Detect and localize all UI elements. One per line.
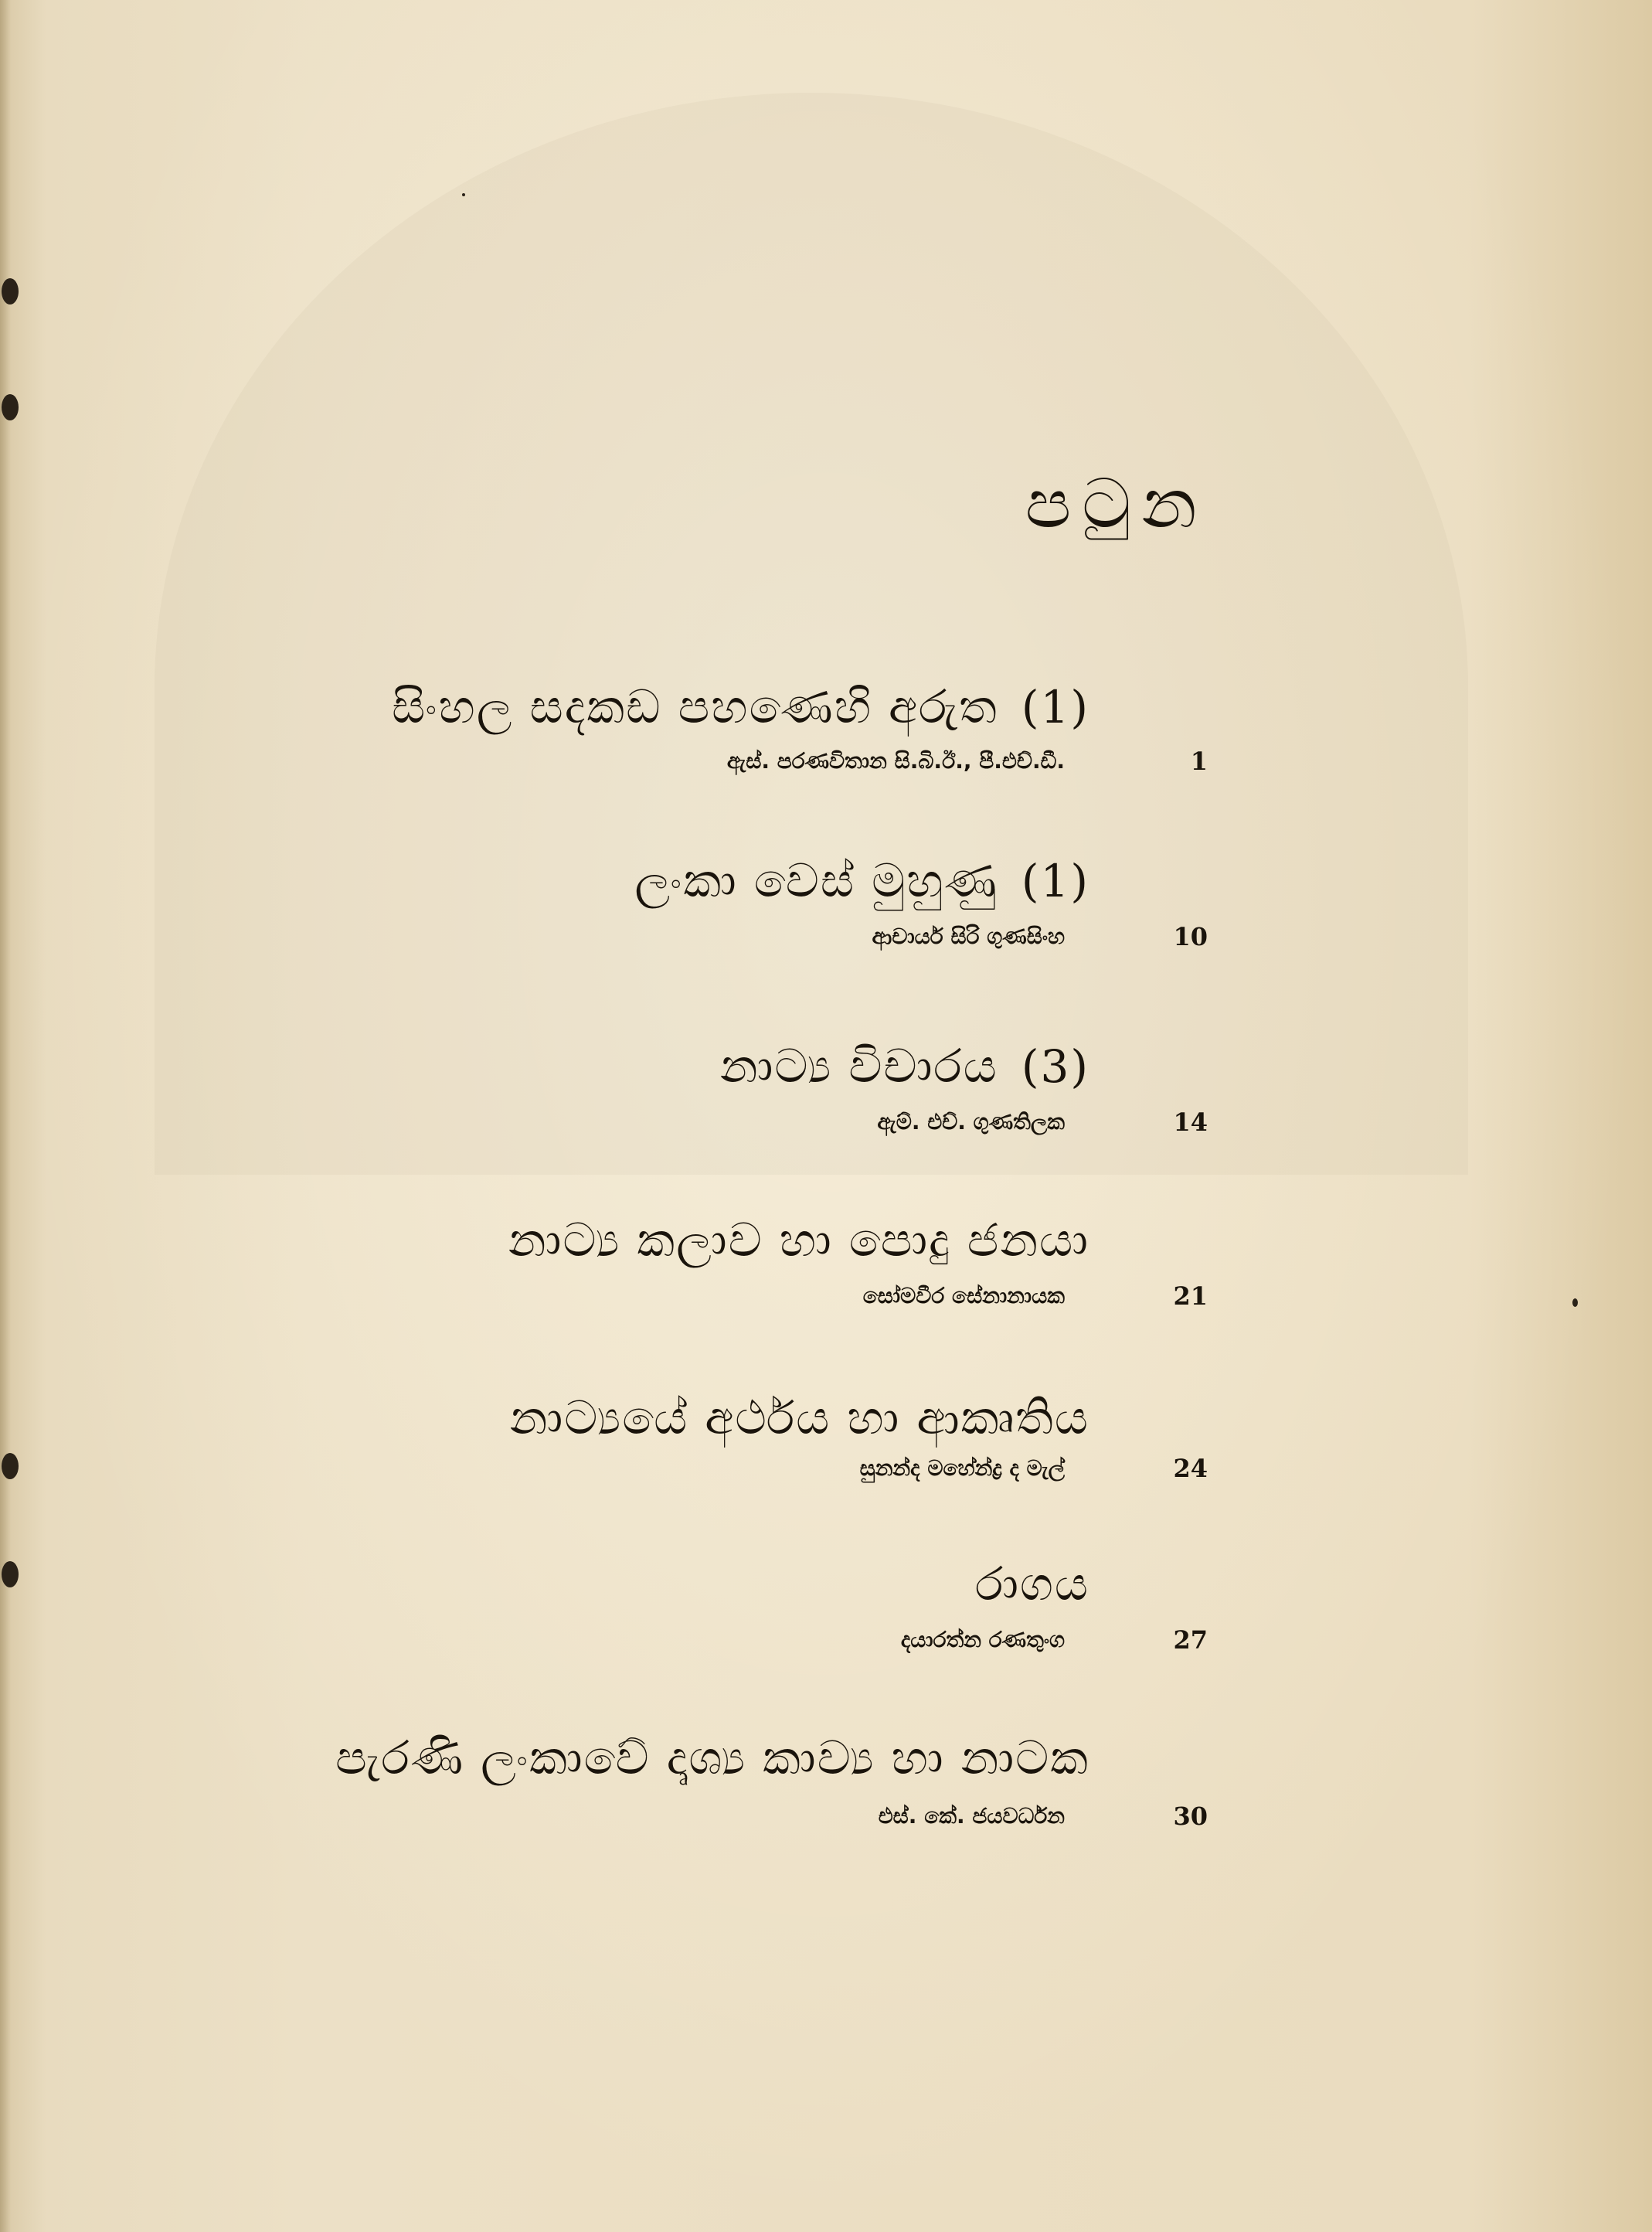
binding-hole bbox=[2, 1453, 19, 1479]
toc-entry-page: 14 bbox=[1173, 1107, 1208, 1137]
toc-entry-author: ආචාර්ය සිරි ගුණසිංහ bbox=[872, 924, 1065, 949]
toc-part-number: (3) bbox=[1021, 1040, 1089, 1093]
toc-entry-author: ඇම්. එච්. ගුණතිලක bbox=[877, 1109, 1065, 1135]
toc-title-text: නාට්‍ය විචාරය bbox=[719, 1039, 998, 1094]
bleed-through-image bbox=[155, 93, 1468, 1175]
binding-hole bbox=[2, 278, 19, 305]
toc-entry-title bbox=[634, 854, 1089, 908]
toc-entry-author: එස්. කේ. ජයවර්ධන bbox=[878, 1803, 1065, 1829]
toc-entry-author: සෝමවීර සේනානායක bbox=[862, 1283, 1065, 1308]
ink-speck bbox=[462, 193, 465, 196]
toc-entry-title bbox=[335, 1731, 1089, 1785]
toc-entry-title bbox=[975, 1557, 1089, 1611]
toc-part-number: (1) bbox=[1021, 855, 1089, 907]
toc-title-text: නාට්‍යයේ අර්ථය හා ආකෘතිය bbox=[509, 1391, 1089, 1445]
toc-entry-page: 24 bbox=[1173, 1454, 1208, 1483]
toc-title-text: පැරණි ලංකාවේ දෘශ්‍ය කාව්‍ය හා නාටක bbox=[335, 1731, 1089, 1785]
page-title: පටුන bbox=[1025, 464, 1208, 543]
toc-entry-page: 10 bbox=[1173, 922, 1208, 951]
toc-title-text: ලංකා වෙස් මුහුණු bbox=[634, 854, 998, 908]
binding-edge bbox=[0, 0, 11, 2232]
toc-entry-page: 21 bbox=[1173, 1281, 1208, 1311]
binding-hole bbox=[2, 1561, 19, 1587]
ink-speck bbox=[1572, 1298, 1578, 1307]
toc-title-text: රාගය bbox=[974, 1557, 1089, 1611]
toc-entry-page: 1 bbox=[1190, 747, 1208, 776]
toc-entry-title bbox=[510, 1391, 1089, 1445]
toc-entry-author: ඇස්. පරණවිතාන සි.බි.ඊ., පී.එච්.ඩී. bbox=[726, 748, 1065, 774]
toc-entry-title bbox=[392, 680, 1089, 734]
toc-part-number: (1) bbox=[1021, 681, 1089, 733]
toc-entry-page: 30 bbox=[1173, 1802, 1208, 1831]
toc-entry-author: සුනන්ද මහේන්ද්‍ර ද මැල් bbox=[859, 1455, 1065, 1481]
toc-entry-title bbox=[720, 1039, 1089, 1094]
toc-title-text: සිංහල සදකඩ පහණෙහි අරුත bbox=[392, 680, 998, 734]
toc-entry-page: 27 bbox=[1173, 1625, 1208, 1655]
toc-title-text: නාට්‍ය කලාව හා පොදු ජනයා bbox=[508, 1213, 1089, 1267]
binding-hole bbox=[2, 394, 19, 420]
toc-entry-title bbox=[508, 1213, 1089, 1267]
toc-entry-author: දයාරත්න රණතුංග bbox=[900, 1627, 1065, 1652]
